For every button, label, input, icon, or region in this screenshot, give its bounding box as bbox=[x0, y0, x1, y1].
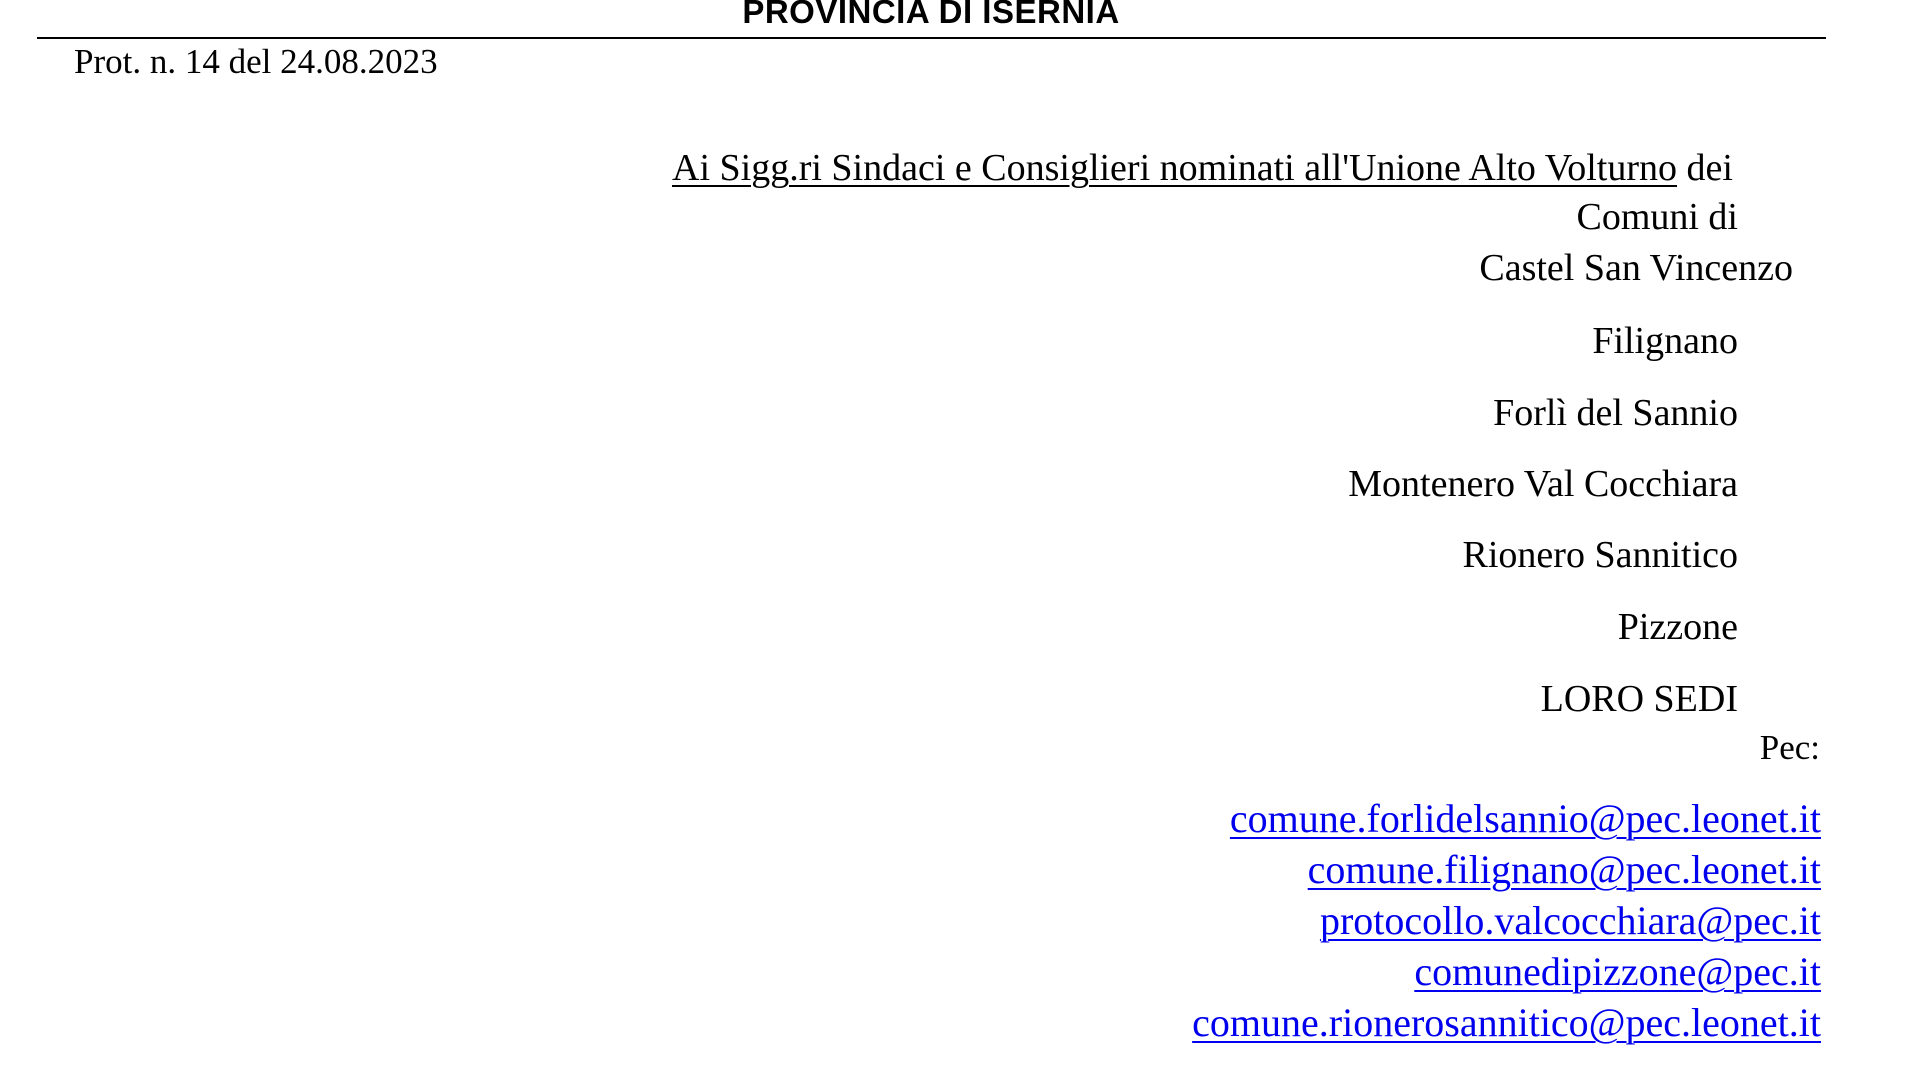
header-divider bbox=[37, 37, 1826, 39]
addressee-line bbox=[672, 143, 1822, 193]
province-header: PROVINCIA DI ISERNIA bbox=[742, 0, 1120, 30]
loro-sedi-label: LORO SEDI bbox=[1540, 678, 1738, 720]
recipient-town: Castel San Vincenzo bbox=[1479, 247, 1793, 289]
protocol-number: Prot. n. 14 del 24.08.2023 bbox=[74, 42, 438, 81]
recipient-town: Pizzone bbox=[1617, 606, 1738, 648]
recipient-town: Montenero Val Cocchiara bbox=[1348, 463, 1738, 505]
pec-email-list bbox=[1192, 793, 1821, 1048]
recipient-town: Rionero Sannitico bbox=[1462, 534, 1738, 576]
pec-email-link[interactable]: comune.filignano@pec.leonet.it bbox=[1307, 847, 1821, 892]
recipient-town: Forlì del Sannio bbox=[1493, 392, 1738, 434]
addressee-underlined: Ai Sigg.ri Sindaci e Consiglieri nominati all'Unione Alto Volturno bbox=[672, 147, 1678, 189]
pec-email-link[interactable]: comunedipizzone@pec.it bbox=[1414, 949, 1821, 994]
addressee-suffix: dei bbox=[1677, 147, 1733, 189]
recipient-town: Filignano bbox=[1592, 320, 1738, 362]
pec-email-link[interactable]: comune.rionerosannitico@pec.leonet.it bbox=[1192, 1000, 1821, 1045]
pec-email-link[interactable]: comune.forlidelsannio@pec.leonet.it bbox=[1229, 796, 1821, 841]
pec-label: Pec: bbox=[1759, 728, 1820, 767]
pec-email-link[interactable]: protocollo.valcocchiara@pec.it bbox=[1319, 898, 1821, 943]
comuni-di-label: Comuni di bbox=[1576, 196, 1738, 238]
